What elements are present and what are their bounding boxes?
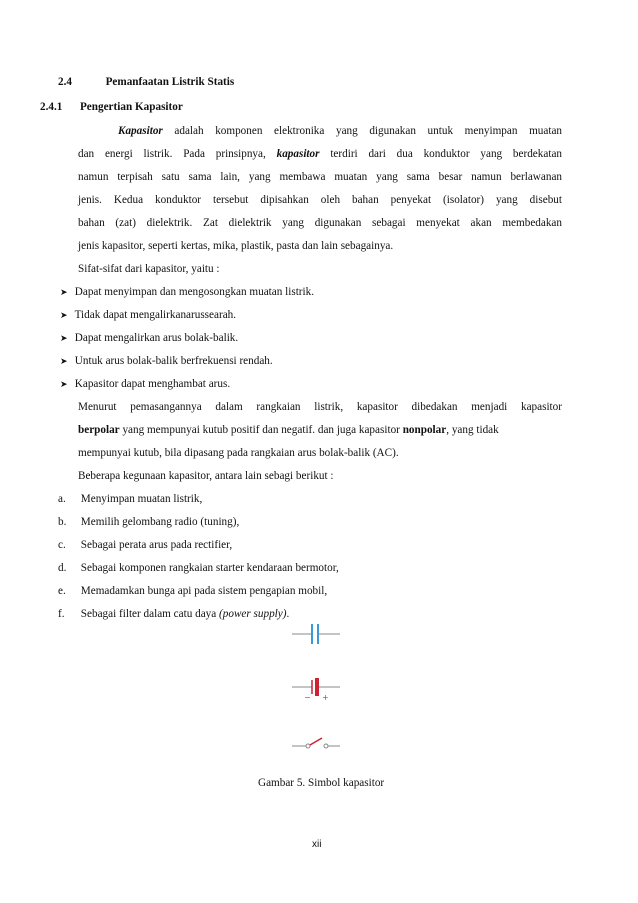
arrow-bullet-icon: ➤ bbox=[60, 357, 68, 367]
property-item: ➤ Tidak dapat mengalirkanarussearah. bbox=[60, 309, 237, 321]
property-item: ➤ Untuk arus bolak-balik berfrekuensi rendah. bbox=[60, 355, 273, 367]
property-item: ➤ Dapat menyimpan dan mengosongkan muatan listrik. bbox=[60, 286, 315, 298]
paragraph2-line3: mempunyai kutub, bila dipasang pada rangkaian arus bolak-balik (AC). bbox=[78, 447, 399, 459]
section-number: 2.4 bbox=[58, 76, 72, 88]
paragraph1-line3: namun terpisah satu sama lain, yang membawa muatan yang sama besar namun berlawanan bbox=[78, 171, 562, 183]
properties-intro: Sifat-sifat dari kapasitor, yaitu : bbox=[78, 263, 220, 275]
nonpolar-capacitor-symbol bbox=[290, 622, 342, 646]
term-nonpolar: nonpolar bbox=[402, 424, 447, 436]
use-item: d. Sebagai komponen rangkaian starter kendaraan bermotor, bbox=[58, 562, 339, 574]
arrow-bullet-icon: ➤ bbox=[60, 334, 68, 344]
paragraph1-line1: Kapasitor adalah komponen elektronika yang digunakan untuk menyimpan muatan bbox=[118, 125, 563, 137]
subsection-heading bbox=[40, 100, 183, 114]
paragraph1-line2: dan energi listrik. Pada prinsipnya, kapasitor terdiri dari dua konduktor yang berdekatan bbox=[78, 148, 563, 160]
property-item: ➤ Dapat mengalirkan arus bolak-balik. bbox=[60, 332, 239, 344]
property-item: ➤ Kapasitor dapat menghambat arus. bbox=[60, 378, 231, 390]
section-title: Pemanfaatan Listrik Statis bbox=[105, 76, 235, 88]
use-item: f. Sebagai filter dalam catu daya (power supply). bbox=[58, 608, 290, 620]
paragraph1-line4: jenis. Kedua konduktor tersebut dipisahkan oleh bahan penyekat (isolator) yang disebut bbox=[78, 194, 562, 206]
use-item: e. Memadamkan bunga api pada sistem pengapian mobil, bbox=[58, 585, 328, 597]
switch-blade bbox=[310, 738, 322, 745]
paragraph2-line2: berpolar yang mempunyai kutub positif dan negatif. dan juga kapasitor nonpolar, yang tidak bbox=[78, 424, 499, 436]
use-item: c. Sebagai perata arus pada rectifier, bbox=[58, 539, 233, 551]
page-number: xii bbox=[312, 839, 322, 850]
capacitor-plate bbox=[315, 678, 319, 696]
arrow-bullet-icon: ➤ bbox=[60, 288, 68, 298]
terminal-circle bbox=[324, 744, 328, 748]
variable-capacitor-symbol bbox=[290, 734, 342, 754]
subsection-title: Pengertian Kapasitor bbox=[79, 101, 183, 113]
term-kapasitor-2: kapasitor bbox=[276, 148, 320, 160]
terminal-circle bbox=[306, 744, 310, 748]
term-kapasitor: Kapasitor bbox=[118, 125, 163, 137]
paragraph1-line6: jenis kapasitor, seperti kertas, mika, plastik, pasta dan lain sebagainya. bbox=[78, 240, 394, 252]
paragraph1-line5: bahan (zat) dielektrik. Zat dielektrik yang digunakan sebagai menyekat akan membedakan bbox=[78, 217, 562, 229]
subsection-number: 2.4.1 bbox=[40, 101, 63, 113]
paragraph2-line1: Menurut pemasangannya dalam rangkaian listrik, kapasitor dibedakan menjadi kapasitor bbox=[78, 401, 562, 413]
use-item: b. Memilih gelombang radio (tuning), bbox=[58, 516, 240, 528]
use-item: a. Menyimpan muatan listrik, bbox=[58, 493, 203, 505]
section-heading bbox=[58, 75, 234, 89]
polar-capacitor-symbol bbox=[290, 676, 342, 702]
uses-intro: Beberapa kegunaan kapasitor, antara lain sebagi berikut : bbox=[78, 470, 334, 482]
figure-caption: Gambar 5. Simbol kapasitor bbox=[258, 777, 385, 789]
arrow-bullet-icon: ➤ bbox=[60, 311, 68, 321]
arrow-bullet-icon: ➤ bbox=[60, 380, 68, 390]
minus-sign: − bbox=[304, 693, 311, 702]
plus-sign: + bbox=[322, 693, 329, 702]
term-berpolar: berpolar bbox=[78, 424, 120, 436]
